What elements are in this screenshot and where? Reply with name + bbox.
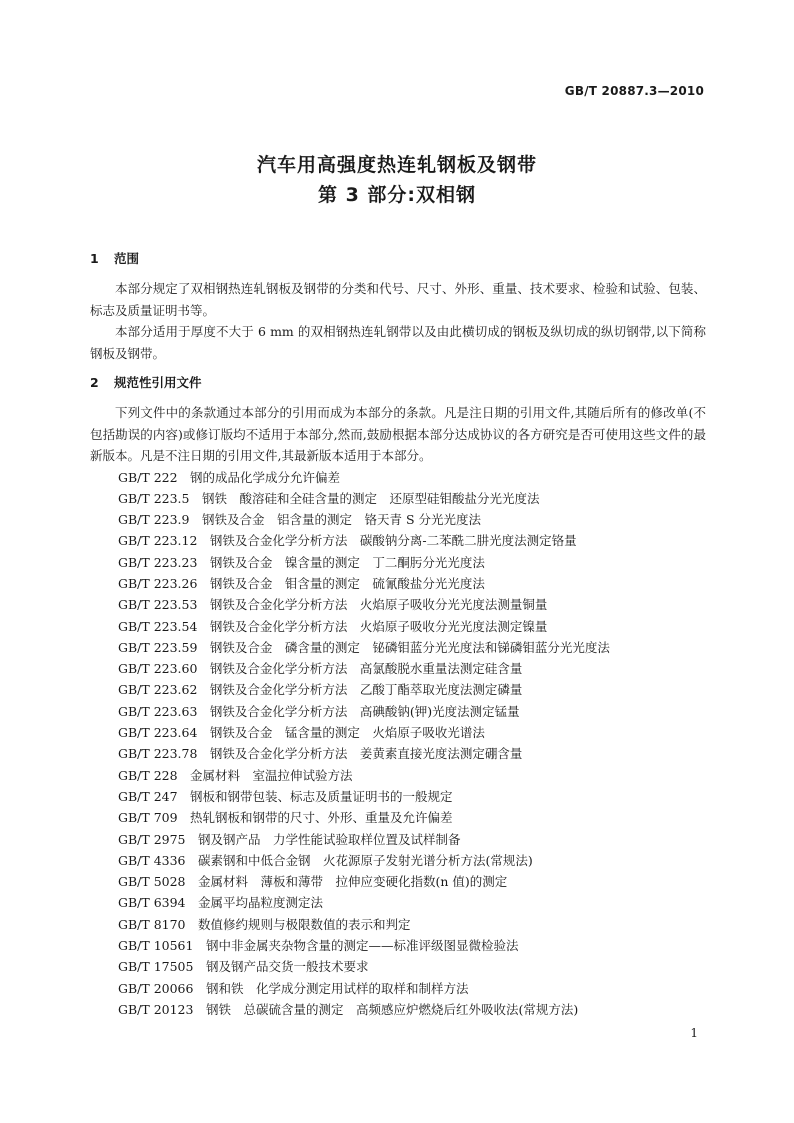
reference-item: GB/T 20066 钢和铁 化学成分测定用试样的取样和制样方法 xyxy=(118,980,469,996)
reference-item: GB/T 223.9 钢铁及合金 铝含量的测定 铬天青 S 分光光度法 xyxy=(118,512,481,528)
reference-item: GB/T 17505 钢及钢产品交货一般技术要求 xyxy=(118,959,369,975)
reference-item: GB/T 223.59 钢铁及合金 磷含量的测定 铋磷钼蓝分光光度法和锑磷钼蓝分光光度法 xyxy=(118,639,610,655)
reference-item: GB/T 223.26 钢铁及合金 钼含量的测定 硫氰酸盐分光光度法 xyxy=(118,575,485,591)
section-title: 范围 xyxy=(114,251,140,266)
section-heading-normative-references xyxy=(90,372,706,394)
section-number: 1 xyxy=(90,251,99,266)
reference-item: GB/T 4336 碳素钢和中低合金钢 火花源原子发射光谱分析方法(常规法) xyxy=(118,852,533,868)
reference-item: GB/T 223.63 钢铁及合金化学分析方法 高碘酸钠(钾)光度法测定锰量 xyxy=(118,703,520,719)
paragraph: 下列文件中的条款通过本部分的引用而成为本部分的条款。凡是注日期的引用文件,其随后所有的修改单(不包括勘误的内容)或修订版均不适用于本部分,然而,鼓励根据本部分达成协议的各方研究是否可使用这些文件的最新版本。凡是不注日期的引用文件,其最新版本适用于本部分。 xyxy=(90,405,706,463)
section-title: 规范性引用文件 xyxy=(114,375,202,390)
reference-item: GB/T 223.60 钢铁及合金化学分析方法 高氯酸脱水重量法测定硅含量 xyxy=(118,661,523,677)
reference-item: GB/T 223.5 钢铁 酸溶硅和全硅含量的测定 还原型硅钼酸盐分光光度法 xyxy=(118,490,540,506)
reference-item: GB/T 223.54 钢铁及合金化学分析方法 火焰原子吸收分光光度法测定镍量 xyxy=(118,618,548,634)
paragraph: 本部分规定了双相钢热连轧钢板及钢带的分类和代号、尺寸、外形、重量、技术要求、检验和试验、包装、标志及质量证明书等。 xyxy=(90,281,706,318)
reference-item: GB/T 2975 钢及钢产品 力学性能试验取样位置及试样制备 xyxy=(118,831,461,847)
reference-item: GB/T 8170 数值修约规则与极限数值的表示和判定 xyxy=(118,916,411,932)
reference-item: GB/T 5028 金属材料 薄板和薄带 拉伸应变硬化指数(n 值)的测定 xyxy=(118,874,508,890)
reference-item: GB/T 10561 钢中非金属夹杂物含量的测定——标准评级图显微检验法 xyxy=(118,938,519,954)
document-title xyxy=(0,150,794,210)
document-body xyxy=(90,248,706,1020)
reference-item: GB/T 223.78 钢铁及合金化学分析方法 姜黄素直接光度法测定硼含量 xyxy=(118,746,523,762)
standard-code: GB/T 20887.3—2010 xyxy=(564,84,704,98)
reference-item: GB/T 223.53 钢铁及合金化学分析方法 火焰原子吸收分光光度法测量铜量 xyxy=(118,597,548,613)
reference-item: GB/T 709 热轧钢板和钢带的尺寸、外形、重量及允许偏差 xyxy=(118,810,453,826)
reference-item: GB/T 247 钢板和钢带包装、标志及质量证明书的一般规定 xyxy=(118,788,453,804)
paragraph: 本部分适用于厚度不大于 6 mm 的双相钢热连轧钢带以及由此横切成的钢板及纵切成的纵切钢带,以下简称钢板及钢带。 xyxy=(90,324,706,361)
section-heading-scope xyxy=(90,248,706,270)
reference-item: GB/T 222 钢的成品化学成分允许偏差 xyxy=(118,469,341,485)
reference-item: GB/T 223.12 钢铁及合金化学分析方法 碳酸钠分离-二苯酰二肼光度法测定铬量 xyxy=(118,533,577,549)
section-number: 2 xyxy=(90,375,99,390)
page-number: 1 xyxy=(690,1026,698,1040)
title-line-2: 第 3 部分:双相钢 xyxy=(317,184,477,206)
title-line-1: 汽车用高强度热连轧钢板及钢带 xyxy=(256,154,537,176)
reference-item: GB/T 6394 金属平均晶粒度测定法 xyxy=(118,895,324,911)
reference-item: GB/T 223.62 钢铁及合金化学分析方法 乙酸丁酯萃取光度法测定磷量 xyxy=(118,682,523,698)
reference-item: GB/T 223.23 钢铁及合金 镍含量的测定 丁二酮肟分光光度法 xyxy=(118,554,485,570)
reference-item: GB/T 228 金属材料 室温拉伸试验方法 xyxy=(118,767,353,783)
reference-item: GB/T 223.64 钢铁及合金 锰含量的测定 火焰原子吸收光谱法 xyxy=(118,725,485,741)
reference-item: GB/T 20123 钢铁 总碳硫含量的测定 高频感应炉燃烧后红外吸收法(常规方法) xyxy=(118,1001,579,1017)
reference-list xyxy=(90,467,706,1021)
